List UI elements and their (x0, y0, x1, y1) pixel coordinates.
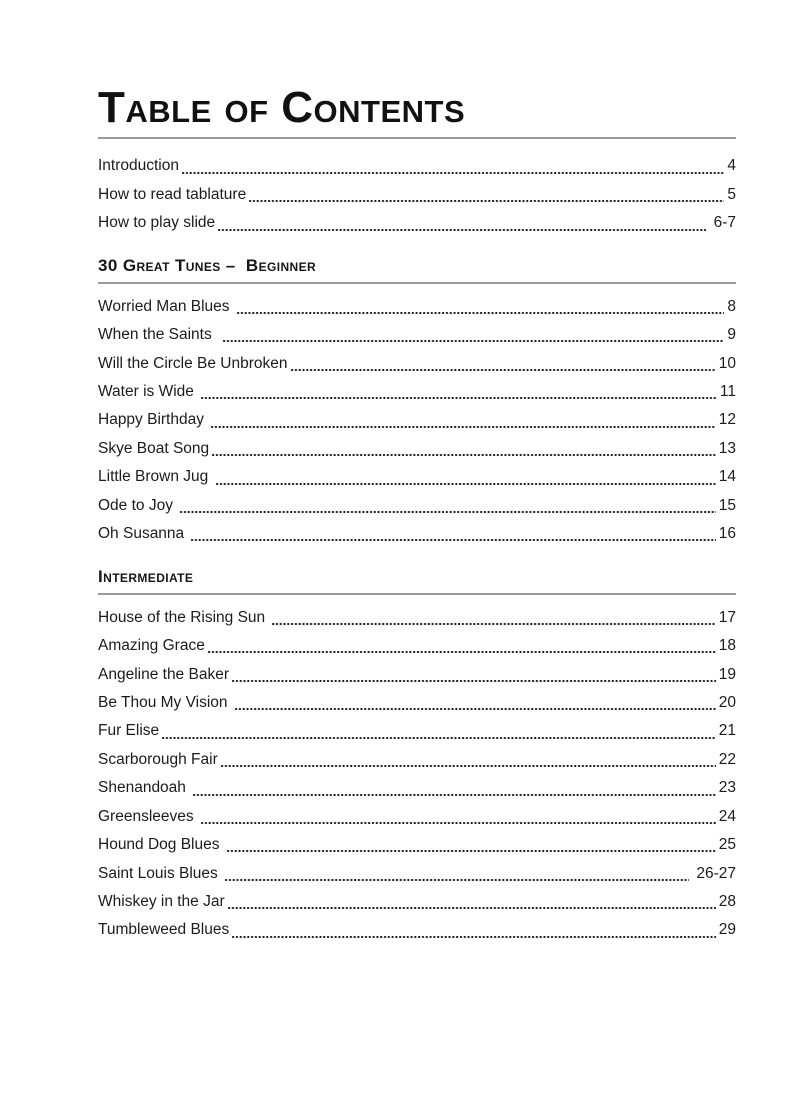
document-page (0, 84, 800, 1120)
toc-entry (98, 831, 736, 859)
entry-page-number: 12 (718, 411, 736, 429)
entry-title: Amazing Grace (98, 637, 205, 655)
dot-leader (179, 492, 716, 520)
dot-leader (200, 803, 717, 831)
entry-page-number: 8 (727, 297, 736, 315)
entry-page-number: 10 (718, 354, 736, 372)
section-entries (98, 604, 736, 945)
dot-leader (222, 321, 725, 349)
entry-title: Saint Louis Blues (98, 864, 223, 882)
toc-entry (98, 604, 736, 632)
entry-title: Introduction (98, 157, 179, 175)
entry-title: Ode to Joy (98, 496, 178, 514)
dot-leader (234, 689, 717, 717)
entry-title: Will the Circle Be Unbroken (98, 354, 288, 372)
entry-page-number: 26-27 (692, 864, 736, 882)
entry-page-number: 13 (718, 439, 736, 457)
toc-entry (98, 717, 736, 745)
toc-entry (98, 181, 736, 209)
toc-entry (98, 746, 736, 774)
dot-leader (161, 717, 717, 745)
dot-leader (271, 604, 716, 632)
toc-entry (98, 774, 736, 802)
entry-title: How to play slide (98, 214, 216, 232)
entry-page-number: 20 (718, 693, 736, 711)
entry-title: Hound Dog Blues (98, 836, 224, 854)
section-entries (98, 293, 736, 549)
toc-section (98, 152, 736, 237)
section-heading: 30 Great Tunes – Beginner (98, 255, 736, 284)
dot-leader (190, 520, 716, 548)
entry-title: Fur Elise (98, 722, 160, 740)
entry-page-number: 19 (718, 665, 736, 683)
entry-title: Water is Wide (98, 383, 199, 401)
entry-page-number: 24 (718, 807, 736, 825)
dot-leader (220, 746, 717, 774)
toc-entry (98, 350, 736, 378)
dot-leader (207, 632, 717, 660)
dot-leader (211, 435, 717, 463)
entry-title: Tumbleweed Blues (98, 921, 230, 939)
entry-page-number: 11 (719, 383, 736, 401)
dot-leader (248, 181, 725, 209)
dot-leader (200, 378, 718, 406)
entry-title: Be Thou My Vision (98, 693, 232, 711)
toc-entry (98, 492, 736, 520)
entry-title: Greensleeves (98, 807, 198, 825)
toc-entry (98, 406, 736, 434)
entry-page-number: 18 (718, 637, 736, 655)
entry-title: Worried Man Blues (98, 297, 234, 315)
dot-leader (231, 661, 717, 689)
section-entries (98, 152, 736, 237)
entry-page-number: 4 (727, 157, 736, 175)
dot-leader (181, 152, 725, 180)
toc-entry (98, 463, 736, 491)
entry-page-number: 28 (718, 893, 736, 911)
section-heading: Intermediate (98, 566, 736, 595)
dot-leader (210, 406, 716, 434)
toc-entry (98, 152, 736, 180)
entry-page-number: 15 (718, 496, 736, 514)
entry-title: Angeline the Baker (98, 665, 229, 683)
entry-title: Shenandoah (98, 779, 191, 797)
entry-title: When the Saints (98, 326, 221, 344)
toc-entry (98, 916, 736, 944)
dot-leader (290, 350, 717, 378)
dot-leader (224, 860, 690, 888)
entry-title: Oh Susanna (98, 525, 189, 543)
toc-entry (98, 632, 736, 660)
entry-page-number: 5 (727, 185, 736, 203)
entry-page-number: 17 (718, 608, 736, 626)
entry-page-number: 29 (718, 921, 736, 939)
entry-title: Little Brown Jug (98, 468, 213, 486)
toc-entry (98, 888, 736, 916)
entry-page-number: 6-7 (709, 214, 736, 232)
entry-page-number: 16 (718, 525, 736, 543)
entry-title: How to read tablature (98, 185, 247, 203)
toc-entry (98, 378, 736, 406)
toc-entry (98, 321, 736, 349)
entry-title: House of the Rising Sun (98, 608, 270, 626)
dot-leader (231, 916, 717, 944)
toc-entry (98, 293, 736, 321)
entry-page-number: 22 (718, 750, 736, 768)
entry-title: Happy Birthday (98, 411, 209, 429)
toc-entry (98, 520, 736, 548)
toc-entry (98, 689, 736, 717)
toc-entry (98, 209, 736, 237)
entry-page-number: 25 (718, 836, 736, 854)
dot-leader (192, 774, 717, 802)
dot-leader (215, 463, 717, 491)
entry-page-number: 21 (718, 722, 736, 740)
dot-leader (227, 888, 717, 916)
toc-section (98, 566, 736, 945)
toc-entry (98, 803, 736, 831)
page-title: Table of Contents (98, 83, 466, 132)
dot-leader (226, 831, 717, 859)
title-rule (98, 137, 736, 139)
entry-page-number: 14 (718, 468, 736, 486)
toc-entry (98, 860, 736, 888)
entry-page-number: 9 (727, 326, 736, 344)
entry-page-number: 23 (718, 779, 736, 797)
entry-title: Scarborough Fair (98, 750, 218, 768)
toc-section (98, 255, 736, 549)
toc-entry (98, 435, 736, 463)
toc-entry (98, 661, 736, 689)
entry-title: Whiskey in the Jar (98, 893, 225, 911)
dot-leader (217, 209, 707, 237)
entry-title: Skye Boat Song (98, 439, 210, 457)
table-of-contents (98, 152, 736, 945)
dot-leader (236, 293, 726, 321)
